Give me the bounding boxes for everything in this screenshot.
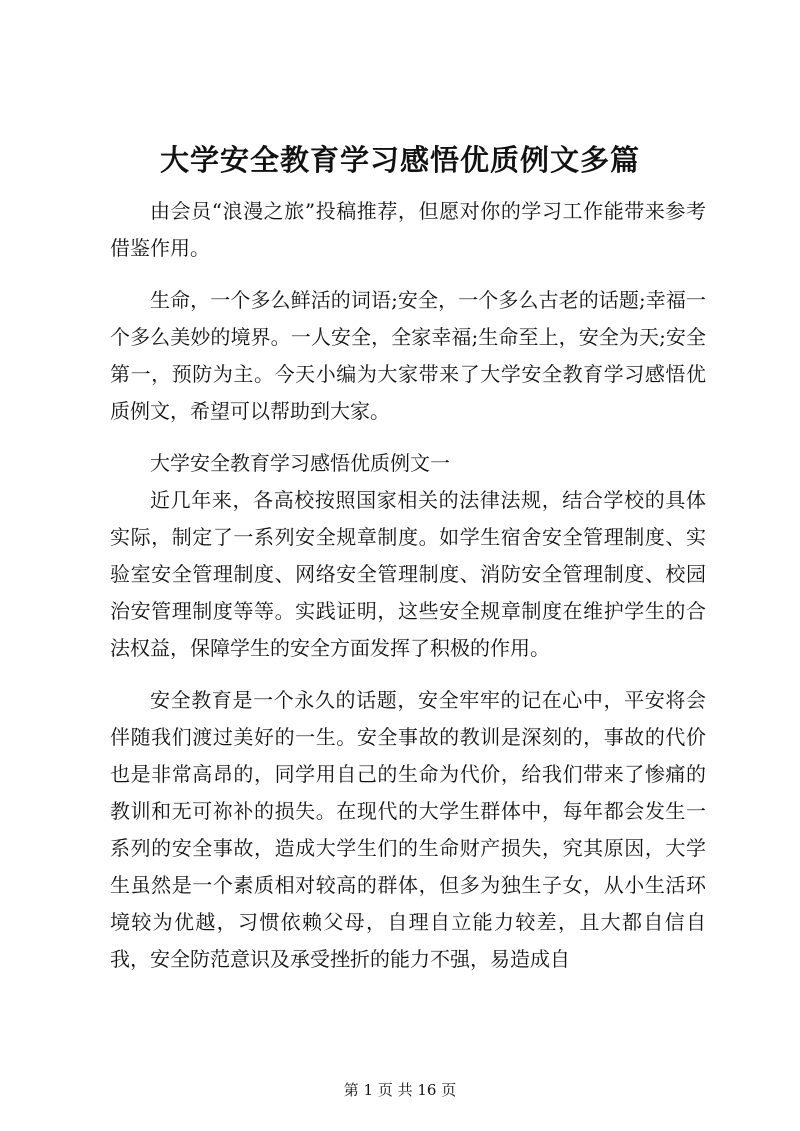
section-heading: 大学安全教育学习感悟优质例文一: [150, 451, 450, 475]
document-body: [110, 193, 706, 978]
intro-paragraph: 由会员“浪漫之旅”投稿推荐，但愿对你的学习工作能带来参考借鉴作用。: [110, 199, 706, 260]
page-footer: 第 1 页 共 16 页: [343, 1081, 457, 1099]
section-paragraph: 安全教育是一个永久的话题，安全牢牢的记在心中，平安将会伴随我们渡过美好的一生。安全事故的教训是深刻的，事故的代价也是非常高昂的，同学用自己的生命为代价，给我们带来了惨痛的教训和无可祢补的损失。在现代的大学生群体中，每年都会发生一系列的安全事故，造成大学生们的生命财产损失，究其原因，大学生虽然是一个素质相对较高的群体，但多为独生子女，从小生活环境较为优越，习惯依赖父母，自理自立能力较差，且大都自信自我，安全防范意识及承受挫折的能力不强，易造成自: [110, 688, 706, 971]
document-title: 大学安全教育学习感悟优质例文多篇: [159, 143, 640, 177]
section-paragraph: 近几年来，各高校按照国家相关的法律法规，结合学校的具体实际，制定了一系列安全规章制度。如学生宿舍安全管理制度、实验室安全管理制度、网络安全管理制度、消防安全管理制度、校园治安管理制度等等。实践证明，这些安全规章制度在维护学生的合法权益，保障学生的安全方面发挥了积极的作用。: [110, 488, 706, 660]
body-paragraph: 生命，一个多么鲜活的词语;安全，一个多么古老的话题;幸福一个多么美妙的境界。一人安全，全家幸福;生命至上，安全为天;安全第一，预防为主。今天小编为大家带来了大学安全教育学习感悟优质例文，希望可以帮助到大家。: [110, 288, 706, 423]
